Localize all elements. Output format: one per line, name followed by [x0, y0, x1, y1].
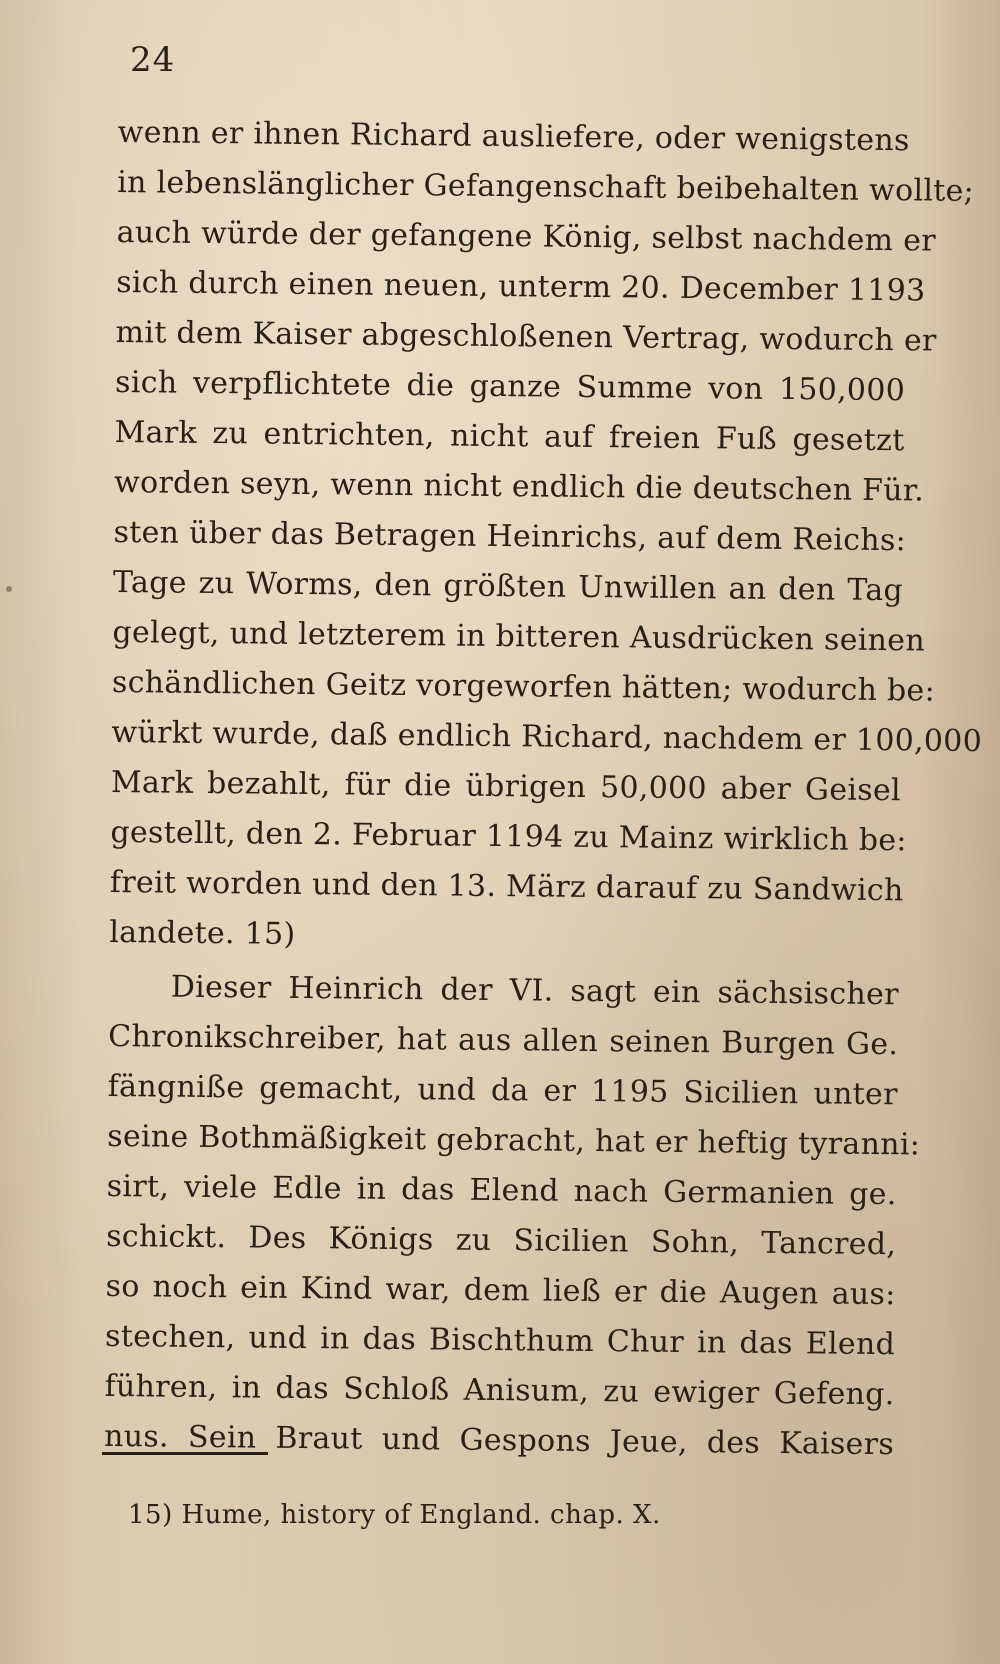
text-line: sten über das Betragen Heinrichs, auf dem Reichs:: [113, 514, 907, 559]
page-number: 24: [130, 40, 176, 80]
footnote-divider: [102, 1452, 268, 1455]
text-line: worden seyn, wenn nicht endlich die deutschen Für.: [113, 464, 925, 509]
paragraph-1: [109, 108, 983, 966]
text-line: Dieser Heinrich der VI. sagt ein sächsischer: [170, 969, 899, 1013]
text-line: Mark zu entrichten, nicht auf freien Fuß gesetzt: [114, 414, 905, 459]
text-line: wenn er ihnen Richard ausliefere, oder wenigstens: [117, 114, 910, 159]
text-line: gelegt, und letzterem in bitteren Ausdrücken seinen: [112, 614, 926, 659]
text-line: Mark bezahlt, für die übrigen 50,000 aber Geisel: [110, 764, 902, 809]
paragraph-2: [103, 962, 921, 1470]
text-line: sich durch einen neuen, unterm 20. December 1193: [115, 264, 926, 309]
text-line: sirt, viele Edle in das Elend nach Germanien ge.: [106, 1168, 897, 1213]
text-line: Tage zu Worms, den größten Unwillen an den Tag: [112, 564, 904, 609]
text-line: mit dem Kaiser abgeschloßenen Vertrag, wodurch er: [115, 314, 937, 359]
text-line: freit worden und den 13. März darauf zu Sandwich: [109, 864, 904, 909]
text-line: auch würde der gefangene König, selbst nachdem er: [116, 214, 937, 259]
text-line: seine Bothmäßigkeit gebracht, hat er heftig tyranni:: [107, 1118, 921, 1163]
text-line: Chronikschreiber, hat aus allen seinen Burgen Ge.: [108, 1018, 899, 1063]
text-line: so noch ein Kind war, dem ließ er die Augen aus:: [105, 1268, 896, 1313]
text-line: sich verpflichtete die ganze Summe von 150,000: [114, 364, 906, 409]
text-line: würkt wurde, daß endlich Richard, nachdem er 100,000: [111, 714, 983, 760]
text-line: landete. 15): [109, 914, 296, 952]
text-line: gestellt, den 2. Februar 1194 zu Mainz wirklich be:: [110, 814, 907, 859]
text-line: schickt. Des Königs zu Sicilien Sohn, Tancred,: [105, 1218, 897, 1263]
text-line: in lebenslänglicher Gefangenschaft beibehalten wollte;: [117, 164, 975, 209]
footnote: 15) Hume, history of England. chap. X.: [128, 1500, 661, 1530]
text-line: nus. Sein Braut und Gespons Jeue, des Kaisers: [103, 1418, 895, 1463]
page-blemish: [6, 586, 12, 592]
body-text: [103, 108, 983, 1470]
text-line: stechen, und in das Bischthum Chur in das Elend: [104, 1318, 896, 1363]
text-line: führen, in das Schloß Anisum, zu ewiger Gefeng.: [104, 1368, 895, 1413]
text-line: fängniße gemacht, und da er 1195 Sicilien unter: [107, 1068, 898, 1113]
text-line: schändlichen Geitz vorgeworfen hätten; wodurch be:: [111, 664, 936, 709]
